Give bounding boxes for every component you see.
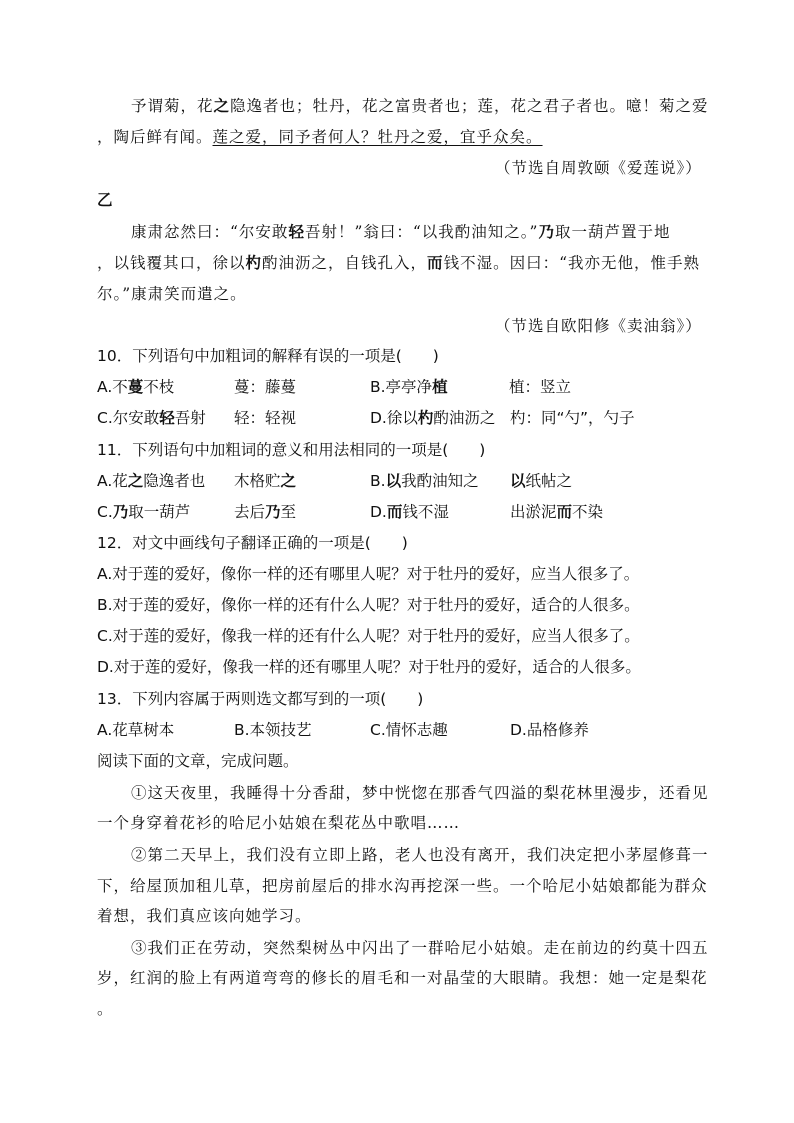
- bold-word: 而: [386, 503, 403, 521]
- bold-word: 以: [510, 472, 526, 490]
- q11-option-d: [370, 502, 449, 522]
- q12-option-c: C.对于莲的爱好，像我一样的还有什么人呢？对于牡丹的爱好，应当人很多了。: [97, 627, 640, 645]
- q11-option-a: [97, 471, 205, 491]
- jia-line-1: [131, 96, 709, 116]
- text: 取一葫芦: [128, 503, 191, 521]
- bold-word: 杓: [245, 253, 263, 272]
- q12-option-d: D.对于莲的爱好，像我一样的还有哪里人呢？对于牡丹的爱好，适合的人很多。: [97, 658, 641, 676]
- q13-option-a: A.花草树本: [97, 721, 175, 739]
- q11-option-a-pair: [234, 471, 296, 491]
- text: C.: [97, 503, 113, 521]
- text: B.: [370, 472, 386, 490]
- bold-word: 乃: [112, 503, 129, 521]
- q10-option-d: [370, 408, 495, 428]
- text: 隐逸者也；牡丹，花之富贵者也；莲，花之君子者也。噫！菊之爱: [230, 97, 709, 115]
- text: 吾射！”翁曰：“以我酌油知之。”: [304, 223, 539, 241]
- reading-p2-line-1: ②第二天早上，我们没有立即上路，老人也没有离开，我们决定把小茅屋修葺一: [131, 846, 709, 864]
- q13-option-c: C.情怀志趣: [370, 721, 448, 739]
- text: D.徐以: [370, 409, 418, 427]
- q10-stem: 10．下列语句中加粗词的解释有误的一项是( ): [97, 347, 439, 365]
- text: 酌油沥之: [433, 409, 496, 427]
- text: 出淤泥: [510, 503, 557, 521]
- jia-source: （节选自周敦颐《爱莲说》）: [495, 159, 702, 177]
- q10-option-a: [97, 377, 174, 397]
- q11-option-c: [97, 502, 190, 522]
- bold-word: 乃: [265, 503, 281, 521]
- bold-word: 植: [432, 378, 448, 396]
- text: 酌油沥之，自钱孔入，: [262, 254, 428, 272]
- reading-p1-line-1: ①这天夜里，我睡得十分香甜，梦中恍惚在那香气四溢的梨花林里漫步，还看见: [131, 784, 709, 802]
- bold-word: 乃: [538, 222, 555, 241]
- text: ，以钱覆其口，徐以: [97, 254, 246, 272]
- text: 隐逸者也: [143, 472, 206, 490]
- reading-p3-line-3: 。: [97, 1000, 114, 1018]
- q11-option-b: [370, 471, 479, 491]
- bold-word: 轻: [288, 222, 305, 241]
- text: A.不: [97, 378, 128, 396]
- underlined-sentence: 莲之爱，同予者何人？牡丹之爱，宜乎众矣。: [212, 128, 543, 146]
- bold-word: 而: [427, 253, 444, 272]
- reading-p3-line-2: 岁，红润的脸上有两道弯弯的修长的眉毛和一对晶莹的大眼睛。我想：她一定是梨花: [97, 969, 708, 987]
- text: C.尔安敢: [97, 409, 160, 427]
- q13-option-d: D.品格修养: [510, 721, 589, 739]
- text: 吾射: [174, 409, 206, 427]
- text: 至: [280, 503, 297, 521]
- text: 我酌油知之: [401, 472, 479, 490]
- text: 纸帖之: [525, 472, 573, 490]
- bold-word: 轻: [159, 409, 175, 427]
- bold-word: 之: [127, 472, 144, 490]
- yi-line-2: [97, 253, 700, 273]
- q11-stem: 11．下列语句中加粗词的意义和用法相同的一项是( ): [97, 441, 486, 459]
- text: B.亭亭净: [370, 378, 433, 396]
- yi-line-3: 尔。”康肃笑而遣之。: [97, 285, 247, 303]
- q12-option-a: A.对于莲的爱好，像你一样的还有哪里人呢？对于牡丹的爱好，应当人很多了。: [97, 565, 640, 583]
- reading-p2-line-2: 下，给屋顶加租儿草，把房前屋后的排水沟再挖深一些。一个哈尼小姑娘都能为群众: [97, 877, 708, 895]
- reading-intro: 阅读下面的文章，完成问题。: [97, 752, 299, 770]
- text: D.: [370, 503, 387, 521]
- bold-word: 而: [556, 503, 573, 521]
- q10-option-a-explain: 蔓：藤蔓: [234, 378, 297, 396]
- text: 钱不湿。因曰：“我亦无他，惟手熟: [443, 254, 700, 272]
- q10-option-b: [370, 377, 448, 397]
- bold-word: 以: [385, 472, 402, 490]
- text: 取一葫芦置于地: [555, 223, 671, 241]
- yi-source: （节选自欧阳修《卖油翁》）: [495, 317, 702, 335]
- q10-option-d-explain: 杓：同“勺”，勺子: [510, 409, 635, 427]
- yi-label: 乙: [97, 190, 114, 209]
- text: 钱不湿: [402, 503, 449, 521]
- text: 不染: [572, 503, 604, 521]
- q11-option-c-pair: [234, 502, 296, 522]
- text: 去后: [234, 503, 266, 521]
- bold-word: 杓: [417, 409, 434, 427]
- jia-line-2: [97, 127, 543, 147]
- q12-stem: 12．对文中画线句子翻译正确的一项是( ): [97, 534, 408, 552]
- reading-p2-line-3: 着想，我们真应该向她学习。: [97, 907, 312, 925]
- text: ，陶后鲜有闻。: [97, 128, 213, 146]
- q11-option-d-pair: [510, 502, 603, 522]
- text: 木格贮: [234, 472, 281, 490]
- bold-word: 蔓: [127, 378, 144, 396]
- bold-word: 之: [213, 96, 231, 115]
- yi-line-1: [131, 222, 671, 242]
- q12-option-b: B.对于莲的爱好，像你一样的还有什么人呢？对于牡丹的爱好，适合的人很多。: [97, 596, 640, 614]
- text: 康肃忿然曰：“尔安敢: [131, 223, 289, 241]
- q10-option-b-explain: 植：竖立: [509, 378, 572, 396]
- reading-p1-line-2: 一个身穿着花衫的哈尼小姑娘在梨花丛中歌唱……: [97, 814, 461, 832]
- text: 不枝: [143, 378, 175, 396]
- q10-option-c-explain: 轻：轻视: [234, 409, 297, 427]
- reading-p3-line-1: ③我们正在劳动，突然梨树丛中闪出了一群哈尼小姑娘。走在前边的约莫十四五: [131, 939, 709, 957]
- bold-word: 之: [280, 472, 297, 490]
- q10-option-c: [97, 408, 206, 428]
- text: A.花: [97, 472, 128, 490]
- q13-option-b: B.本领技艺: [234, 721, 312, 739]
- q11-option-b-pair: [510, 471, 572, 491]
- text: 予谓菊，花: [131, 97, 214, 115]
- q13-stem: 13．下列内容属于两则选文都写到的一项( ): [97, 690, 424, 708]
